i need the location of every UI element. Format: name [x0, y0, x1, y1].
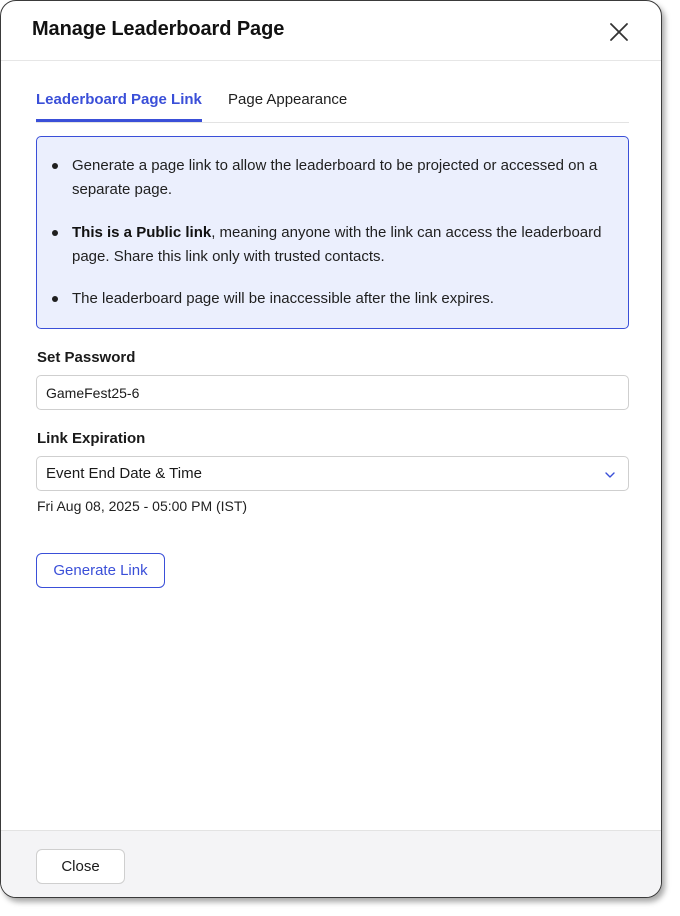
chevron-down-icon: [604, 468, 616, 480]
tab-bar: [36, 81, 629, 123]
link-expiration-label: Link Expiration: [37, 430, 146, 447]
expiration-date-text: Fri Aug 08, 2025 - 05:00 PM (IST): [37, 498, 248, 514]
public-link-emphasis: This is a Public link: [72, 224, 212, 241]
tab-page-appearance[interactable]: Page Appearance: [228, 91, 348, 108]
modal-title: Manage Leaderboard Page: [32, 18, 285, 40]
info-box: [36, 136, 629, 329]
modal-footer: [1, 830, 661, 897]
info-item-generate: Generate a page link to allow the leaderboard to be projected or accessed on a separate page.: [72, 154, 612, 202]
link-expiration-value: Event End Date & Time: [46, 465, 202, 482]
info-item-expiry: The leaderboard page will be inaccessible after the link expires.: [72, 287, 612, 311]
link-expiration-select[interactable]: [36, 456, 629, 491]
public-link-text: , meaning anyone with the link can access the leaderboard page. Share this link only with trusted contacts.: [72, 224, 602, 265]
close-icon[interactable]: [607, 20, 631, 44]
close-button[interactable]: Close: [36, 849, 125, 884]
generate-link-button[interactable]: Generate Link: [36, 553, 165, 588]
password-input[interactable]: [36, 375, 629, 410]
modal-header: [1, 1, 661, 61]
info-item-public-link: [72, 221, 612, 269]
password-label: Set Password: [37, 349, 136, 366]
tab-leaderboard-page-link[interactable]: Leaderboard Page Link: [36, 91, 202, 122]
